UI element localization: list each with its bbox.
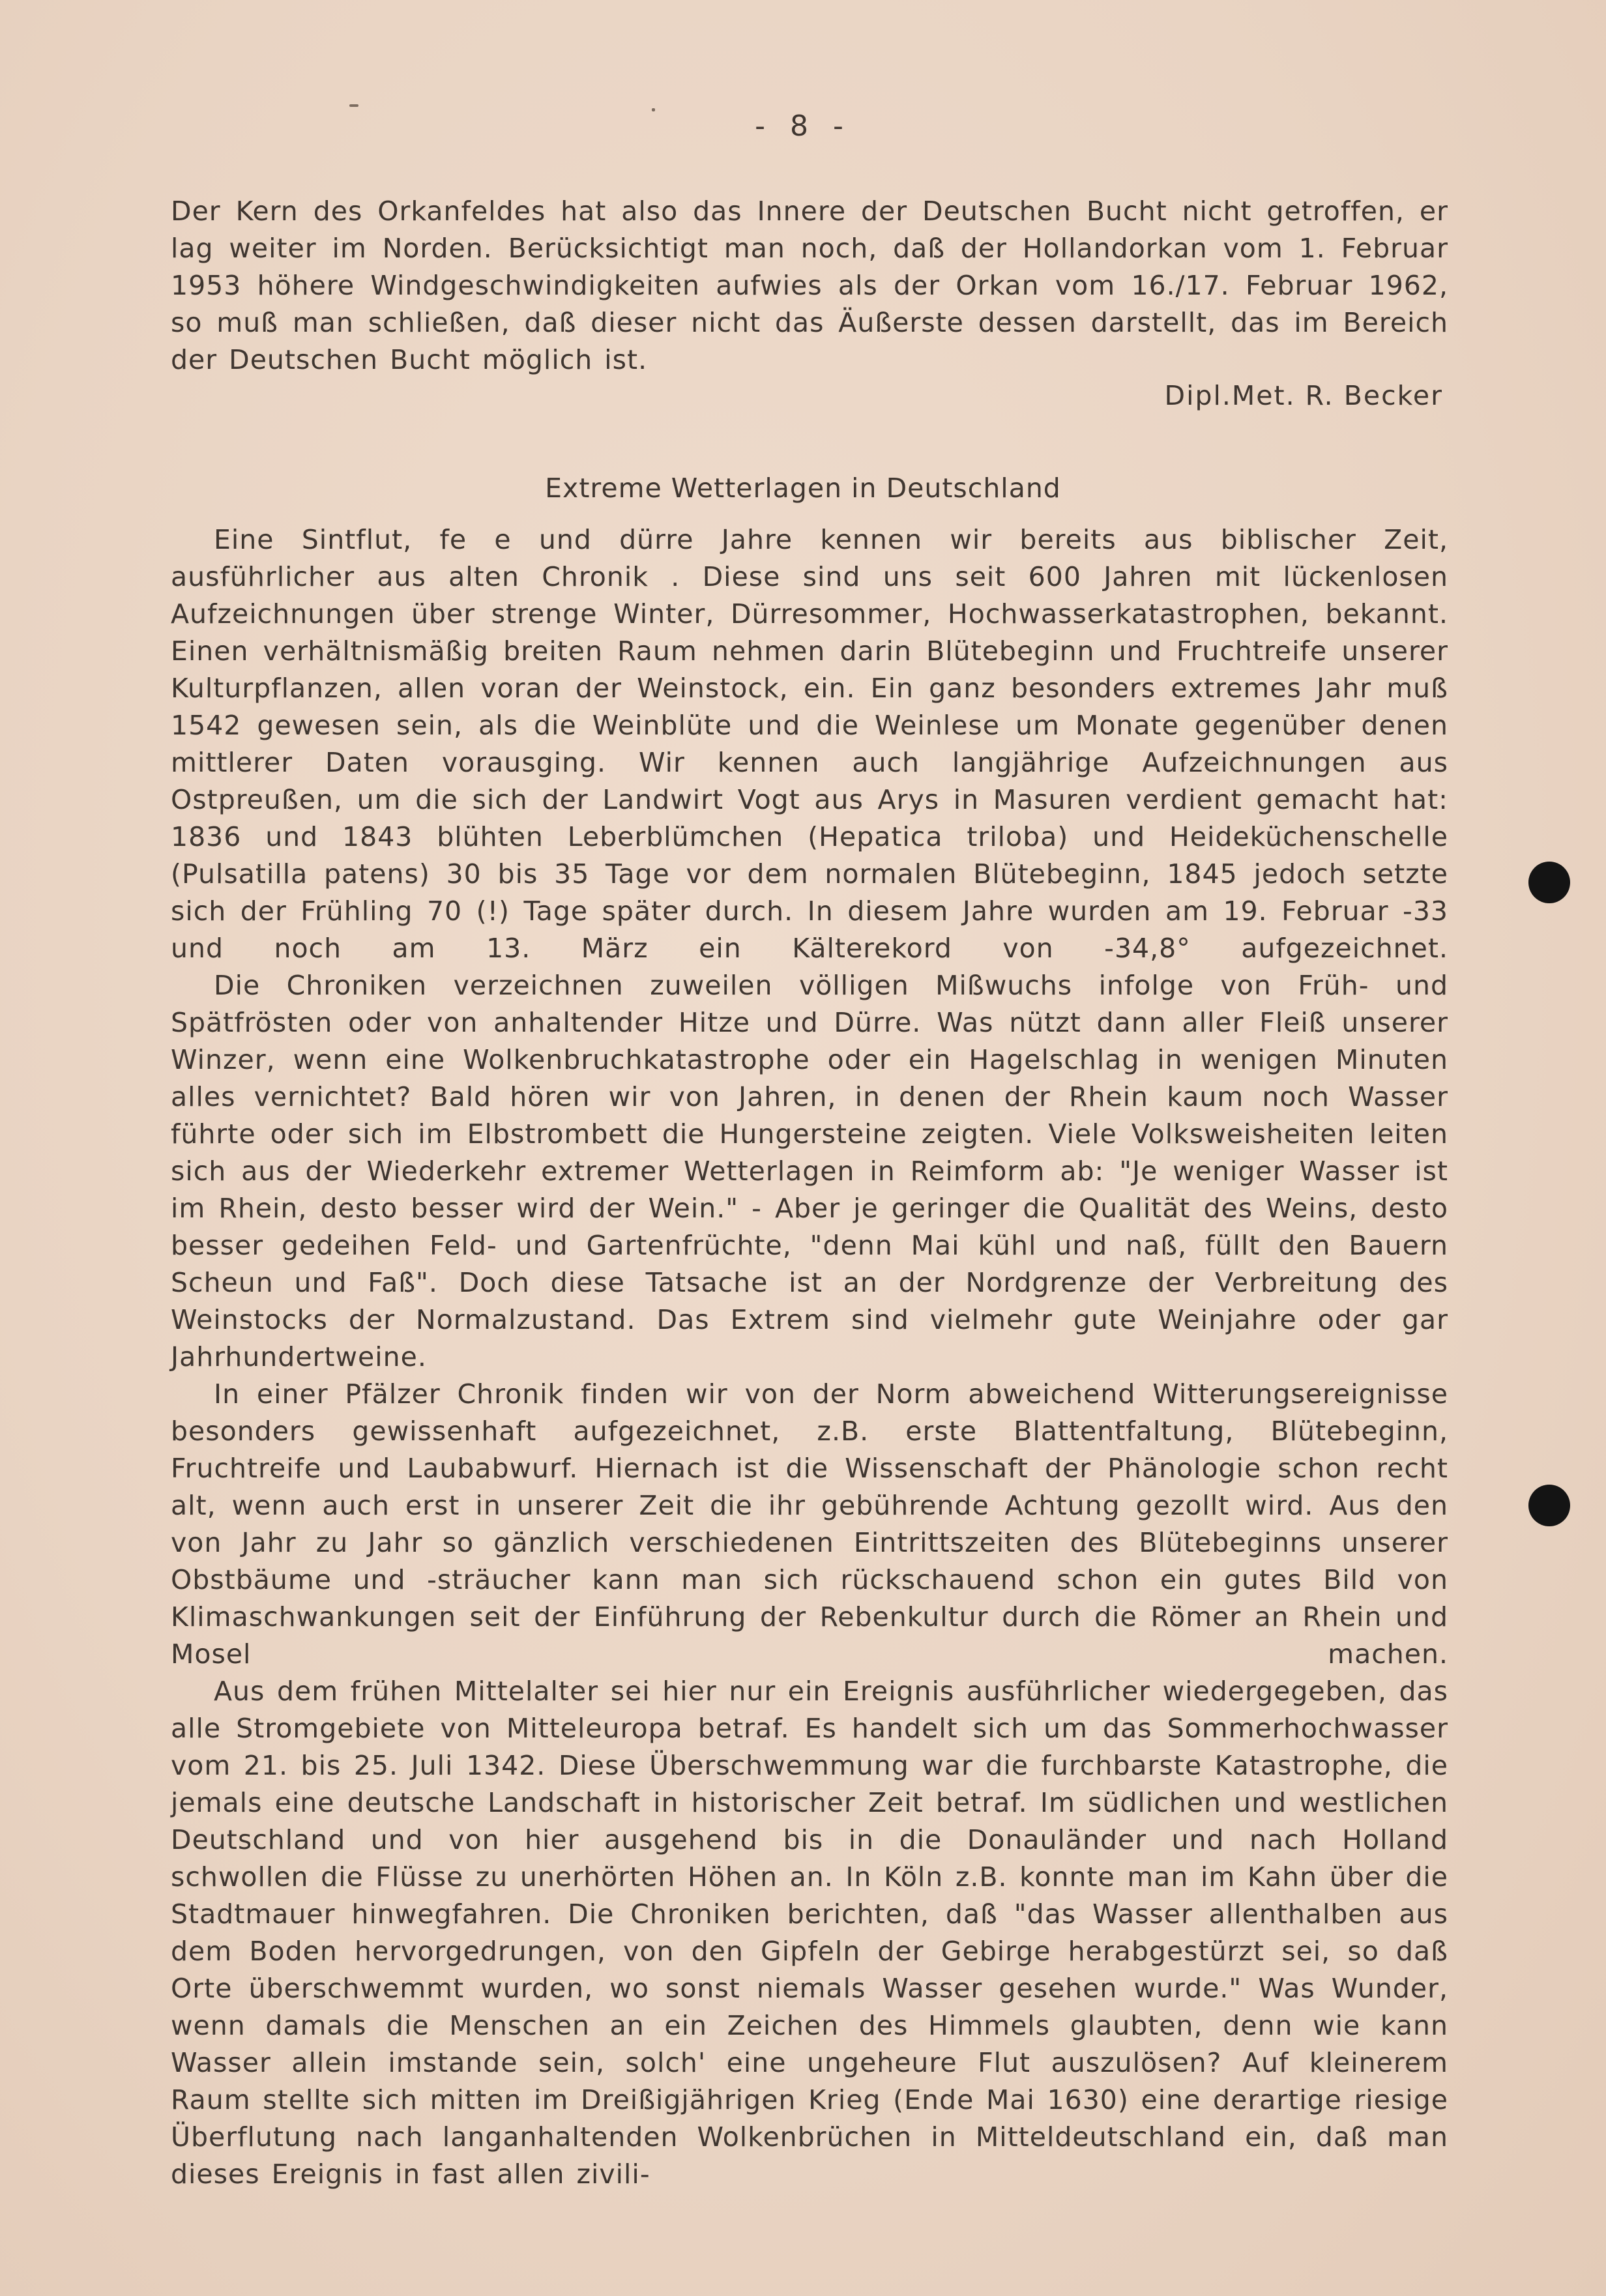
intro-section — [171, 193, 1448, 379]
section-heading: Extreme Wetterlagen in Deutschland — [545, 472, 1061, 504]
article-body — [171, 521, 1448, 2193]
paragraph: Eine Sintflut, fe e und dürre Jahre kennen wir bereits aus biblischer Zeit, ausführlicher aus alten Chronik . Diese sind uns seit 600 Jahren mit lückenlosen Aufzeichnungen über strenge Winter, Dürresommer, Hochwasserkatastrophen, bekannt. Einen verhältnismäßig breiten Raum nehmen darin Blütebeginn und Fruchtreife unserer Kulturpflanzen, allen voran der Weinstock, ein. Ein ganz besonders extremes Jahr muß 1542 gewesen sein, als die Weinblüte und die Weinlese um Monate gegenüber denen mittlerer Daten vorausging. Wir kennen auch langjährige Aufzeichnungen aus Ostpreußen, um die sich der Landwirt Vogt aus Arys in Masuren verdient gemacht hat: 1836 und 1843 blühten Leberblümchen (Hepatica triloba) und Heideküchenschelle (Pulsatilla patens) 30 bis 35 Tage vor dem normalen Blütebeginn, 1845 jedoch setzte sich der Frühling 70 (!) Tage später durch. In diesem Jahre wurden am 19. Februar -33 und noch am 13. März ein Kälterekord von -34,8° aufgezeichnet. — [171, 524, 1448, 964]
page-number: - 8 - — [755, 109, 851, 143]
author-signature: Dipl.Met. R. Becker — [1164, 380, 1443, 411]
intro-paragraph: Der Kern des Orkanfeldes hat also das Innere der Deutschen Bucht nicht getroffen, er lag weiter im Norden. Berücksichtigt man noch, daß der Hollandorkan vom 1. Februar 1953 höhere Windgeschwindigkeiten aufwies als der Orkan vom 16./17. Februar 1962, so muß man schließen, daß dieser nicht das Äußerste dessen darstellt, das im Bereich der Deutschen Bucht möglich ist. — [171, 196, 1448, 375]
paragraph: In einer Pfälzer Chronik finden wir von der Norm abweichend Witterungsereignisse besonders gewissenhaft aufgezeichnet, z.B. erste Blattentfaltung, Blütebeginn, Fruchtreife und Laubabwurf. Hiernach ist die Wissenschaft der Phänologie schon recht alt, wenn auch erst in unserer Zeit die ihr gebührende Achtung gezollt wird. Aus den von Jahr zu Jahr so gänzlich verschiedenen Eintrittszeiten des Blütebeginns unserer Obstbäume und -sträucher kann man sich rückschauend schon ein gutes Bild von Klimaschwankungen seit der Einführung der Rebenkultur durch die Römer an Rhein und Mosel machen. — [171, 1378, 1448, 1670]
paper-speck — [349, 104, 358, 107]
punch-hole — [1528, 1485, 1570, 1526]
punch-hole — [1528, 862, 1570, 903]
paragraph: Die Chroniken verzeichnen zuweilen völligen Mißwuchs infolge von Früh- und Spätfrösten oder von anhaltender Hitze und Dürre. Was nützt dann aller Fleiß unserer Winzer, wenn eine Wolkenbruchkatastrophe oder ein Hagelschlag in wenigen Minuten alles vernichtet? Bald hören wir von Jahren, in denen der Rhein kaum noch Wasser führte oder sich im Elbstrombett die Hungersteine zeigten. Viele Volksweisheiten leiten sich aus der Wiederkehr extremer Wetterlagen in Reimform ab: "Je weniger Wasser ist im Rhein, desto besser wird der Wein." - Aber je geringer die Qualität des Weins, desto besser gedeihen Feld- und Gartenfrüchte, "denn Mai kühl und naß, füllt den Bauern Scheun und Faß". Doch diese Tatsache ist an der Nordgrenze der Verbreitung des Weinstocks der Normalzustand. Das Extrem sind vielmehr gute Weinjahre oder gar Jahrhundertweine. — [171, 970, 1448, 1373]
paragraph: Aus dem frühen Mittelalter sei hier nur ein Ereignis ausführlicher wiedergegeben, das alle Stromgebiete von Mitteleuropa betraf. Es handelt sich um das Sommerhochwasser vom 21. bis 25. Juli 1342. Diese Überschwemmung war die furchbarste Katastrophe, die jemals eine deutsche Landschaft in historischer Zeit betraf. Im südlichen und westlichen Deutschland und von hier ausgehend bis in die Donauländer und nach Holland schwollen die Flüsse zu unerhörten Höhen an. In Köln z.B. konnte man im Kahn über die Stadtmauer hinwegfahren. Die Chroniken berichten, daß "das Wasser allenthalben aus dem Boden hervorgedrungen, von den Gipfeln der Gebirge herabgestürzt sei, so daß Orte überschwemmt wurden, wo sonst niemals Wasser gesehen wurde." Was Wunder, wenn damals die Menschen an ein Zeichen des Himmels glaubten, denn wie kann Wasser allein imstande sein, solch' eine ungeheure Flut auszulösen? Auf kleinerem Raum stellte sich mitten im Dreißigjährigen Krieg (Ende Mai 1630) eine derartige riesige Überflutung nach langanhaltenden Wolkenbrüchen in Mitteldeutschland ein, daß man dieses Ereignis in fast allen zivili- — [171, 1676, 1448, 2190]
